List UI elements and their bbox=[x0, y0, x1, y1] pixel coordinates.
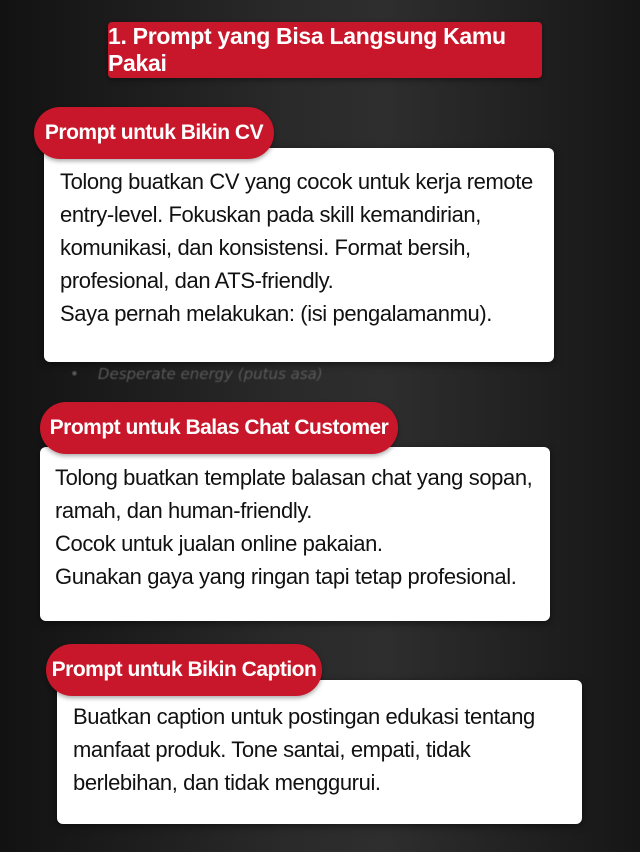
prompt-line: Tolong buatkan template balasan chat yang sopan, bbox=[55, 465, 533, 490]
section-title-banner bbox=[108, 22, 542, 78]
prompt-label-chat: Prompt untuk Balas Chat Customer bbox=[40, 402, 398, 454]
section-title: 1. Prompt yang Bisa Langsung Kamu Pakai bbox=[108, 23, 506, 76]
prompt-line: profesional, dan ATS-friendly. bbox=[60, 268, 334, 293]
prompt-line: Buatkan caption untuk postingan edukasi tentang bbox=[73, 704, 535, 729]
prompt-line: Cocok untuk jualan online pakaian. bbox=[55, 531, 383, 556]
background-text: • Desperate energy (putus asa) bbox=[70, 365, 323, 383]
prompt-line: Tolong buatkan CV yang cocok untuk kerja remote bbox=[60, 169, 533, 194]
prompt-line: manfaat produk. Tone santai, empati, tidak bbox=[73, 737, 471, 762]
prompt-line: Saya pernah melakukan: (isi pengalamanmu). bbox=[60, 301, 492, 326]
prompt-line: berlebihan, dan tidak menggurui. bbox=[73, 770, 381, 795]
prompt-label-caption: Prompt untuk Bikin Caption bbox=[46, 644, 322, 696]
prompt-label-cv: Prompt untuk Bikin CV bbox=[34, 107, 274, 159]
prompt-card-cv bbox=[44, 148, 554, 362]
prompt-card-caption bbox=[57, 680, 582, 824]
prompt-line: komunikasi, dan konsistensi. Format bersih, bbox=[60, 235, 471, 260]
prompt-line: ramah, dan human-friendly. bbox=[55, 498, 312, 523]
prompt-line: entry-level. Fokuskan pada skill kemandirian, bbox=[60, 202, 481, 227]
prompt-card-chat bbox=[40, 447, 550, 621]
prompt-line: Gunakan gaya yang ringan tapi tetap profesional. bbox=[55, 564, 517, 589]
background-bullet: • bbox=[70, 365, 98, 383]
